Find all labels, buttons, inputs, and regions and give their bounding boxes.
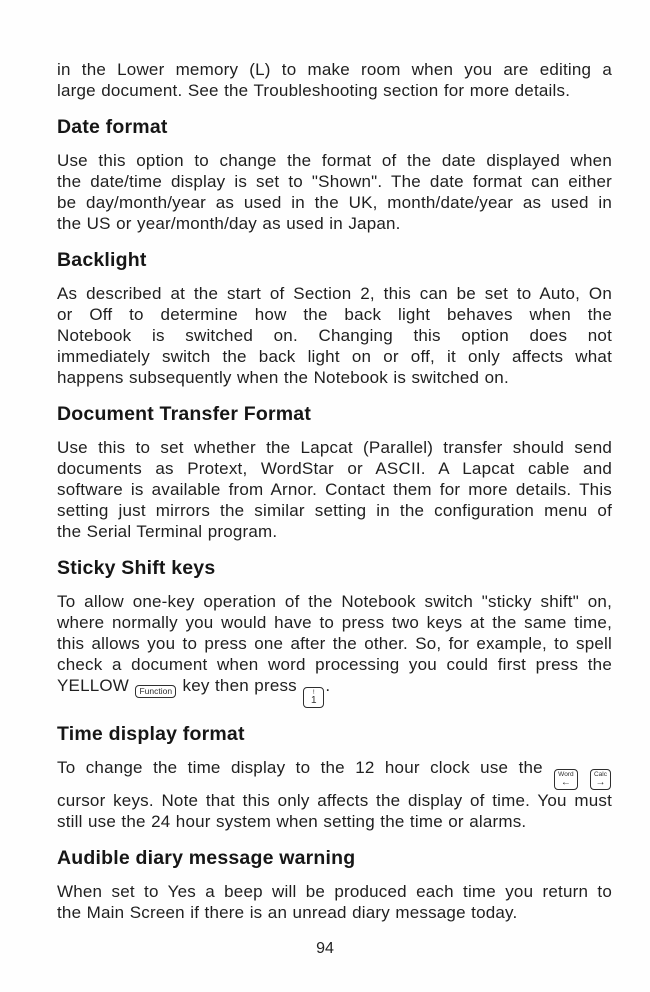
text-line: To allow one-key operation of the Notebook switch "sticky shift" on,: [57, 592, 612, 611]
text-line: When set to Yes a beep will be produced each time you return to: [57, 882, 612, 901]
section-sticky-shift-keys: [57, 557, 612, 708]
heading-document-transfer-format: Document Transfer Format: [57, 403, 312, 425]
text-line: still use the 24 hour system when setting the time or alarms.: [57, 812, 527, 831]
section-audible-diary-message-warning: [57, 847, 612, 923]
text-line: immediately switch the back light on or off, it only affects what: [57, 347, 612, 366]
heading-backlight: Backlight: [57, 249, 147, 271]
heading-audible-diary-message-warning: Audible diary message warning: [57, 847, 356, 869]
one-keycap-icon: ! 1: [303, 687, 324, 708]
text-line: the US or year/month/day as used in Japan.: [57, 214, 401, 233]
text-line: or Off to determine how the back light behaves when the: [57, 305, 612, 324]
paragraph-date-format: [57, 150, 612, 234]
text-line: check a document when word processing you could first press the: [57, 655, 612, 674]
text-line: the Main Screen if there is an unread diary message today.: [57, 903, 518, 922]
calc-right-keycap-icon: Calc →: [590, 769, 611, 790]
text-line: the date/time display is set to "Shown". The date format can either: [57, 172, 612, 191]
section-time-display-format: [57, 723, 612, 832]
paragraph-backlight: [57, 283, 612, 388]
heading-time-display-format: Time display format: [57, 723, 245, 745]
text-line: setting just mirrors the similar setting in the configuration menu of: [57, 501, 612, 520]
text-line: YELLOW Function key then press ! 1 .: [57, 676, 331, 706]
text-line: be day/month/year as used in the UK, month/date/year as used in: [57, 193, 612, 212]
text-line: documents as Protext, WordStar or ASCII. A Lapcat cable and: [57, 459, 612, 478]
text-line: To change the time display to the 12 hour clock use the Word ← Calc →: [57, 757, 612, 790]
heading-date-format: Date format: [57, 116, 168, 138]
paragraph-sticky-shift-keys: [57, 591, 612, 708]
text-line: large document. See the Troubleshooting section for more details.: [57, 81, 571, 100]
section-date-format: [57, 116, 612, 234]
text-line: in the Lower memory (L) to make room when you are editing a: [57, 60, 612, 79]
text-line: the Serial Terminal program.: [57, 522, 278, 541]
paragraph-audible-diary-message-warning: [57, 881, 612, 923]
heading-sticky-shift-keys: Sticky Shift keys: [57, 557, 216, 579]
text-line: Use this option to change the format of the date displayed when: [57, 151, 612, 170]
text-line: Notebook is switched on. Changing this option does not: [57, 326, 612, 345]
paragraph-document-transfer-format: [57, 437, 612, 542]
text-line: cursor keys. Note that this only affects the display of time. You must: [57, 791, 612, 810]
paragraph-time-display-format: [57, 757, 612, 832]
text-line: where normally you would have to press two keys at the same time,: [57, 613, 612, 632]
section-document-transfer-format: [57, 403, 612, 542]
text-line: happens subsequently when the Notebook is switched on.: [57, 368, 509, 387]
page-number: 94: [316, 940, 334, 957]
text-line: software is available from Arnor. Contact them for more details. This: [57, 480, 612, 499]
text-line: As described at the start of Section 2, this can be set to Auto, On: [57, 284, 612, 303]
text-line: this allows you to press one after the other. So, for example, to spell: [57, 634, 612, 653]
intro-paragraph: [57, 59, 612, 101]
section-backlight: [57, 249, 612, 388]
function-keycap-icon: Function: [135, 685, 176, 698]
text-line: Use this to set whether the Lapcat (Parallel) transfer should send: [57, 438, 612, 457]
word-left-keycap-icon: Word ←: [554, 769, 577, 790]
